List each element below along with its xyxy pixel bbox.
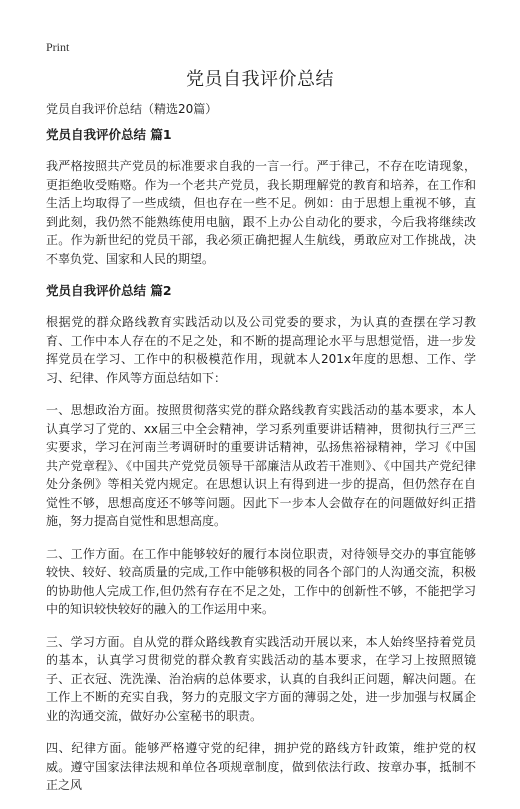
page-title: 党员自我评价总结 (186, 69, 334, 90)
paragraph: 一、思想政治方面。按照贯彻落实党的群众路线教育实践活动的基本要求，本人认真学习了党的、xx届三中全会精神，学习系列重要讲话精神，贯彻执行三严三实要求，学习在河南兰考调研时的重要讲话精神，弘扬焦裕禄精神，学习《中国共产党章程》、《中国共产党党员领导干部廉洁从政若干准则》、《中国共产党纪律处分条例》等相关党内规定。在思想认识上有得到进一步的提高，但仍然存在自觉性不够，思想高度还不够等问题。因此下一步本人会做存在的问题做好纠正措施，努力提高自觉性和思想高度。 (46, 403, 476, 528)
paragraph: 四、纪律方面。能够严格遵守党的纪律，拥护党的路线方针政策，维护党的权威。遵守国家法律法规和单位各项规章制度，做到依法行政、按章办事，抵制不正之风 (46, 741, 476, 792)
document-subtitle: 党员自我评价总结（精选20篇） (46, 102, 218, 116)
section-1 (46, 126, 476, 268)
print-link[interactable]: Print (46, 40, 70, 54)
document-body (46, 126, 476, 809)
paragraph: 二、工作方面。在工作中能够较好的履行本岗位职责，对待领导交办的事宜能够较快、较好、较高质量的完成,工作中能够积极的同各个部门的人沟通交流，积极的协助他人完成工作,但仍然有存在不足之处，工作中的创新性不够，不能把学习中的知识较快较好的融入的工作运用中来。 (46, 546, 476, 616)
paragraph: 三、学习方面。自从党的群众路线教育实践活动开展以来，本人始终坚持着党员的基本，认真学习贯彻党的群众教育实践活动的基本要求，在学习上按照照镜子、正衣冠、洗洗澡、治治病的总体要求，认真的自我纠正问题，解决问题。在工作上不断的充实自我，努力的克服文字方面的薄弱之处，进一步加强与权属企业的沟通交流，做好办公室秘书的职责。 (46, 634, 476, 723)
section-heading: 党员自我评价总结 篇2 (46, 283, 172, 298)
paragraph: 我严格按照共产党员的标准要求自我的一言一行。严于律己，不存在吃请现象，更拒绝收受贿赂。作为一个老共产党员，我长期理解党的教育和培养，在工作和生活上均取得了一些成绩，但也存在一些不足。例如：由于思想上重视不够，直到此刻，我仍然不能熟练使用电脑，跟不上办公自动化的要求，今后我将继续改正。作为新世纪的党员干部，我必须正确把握人生航线，勇敢应对工作挑战，决不辜负党、国家和人民的期望。 (46, 159, 476, 266)
section-heading: 党员自我评价总结 篇1 (46, 127, 172, 142)
paragraph: 根据党的群众路线教育实践活动以及公司党委的要求，为认真的查摆在学习教育、工作中本人存在的不足之处，和不断的提高理论水平与思想觉悟，进一步发挥党员在学习、工作中的积极模范作用，现就本人201x年度的思想、工作、学习、纪律、作风等方面总结如下： (46, 315, 476, 385)
